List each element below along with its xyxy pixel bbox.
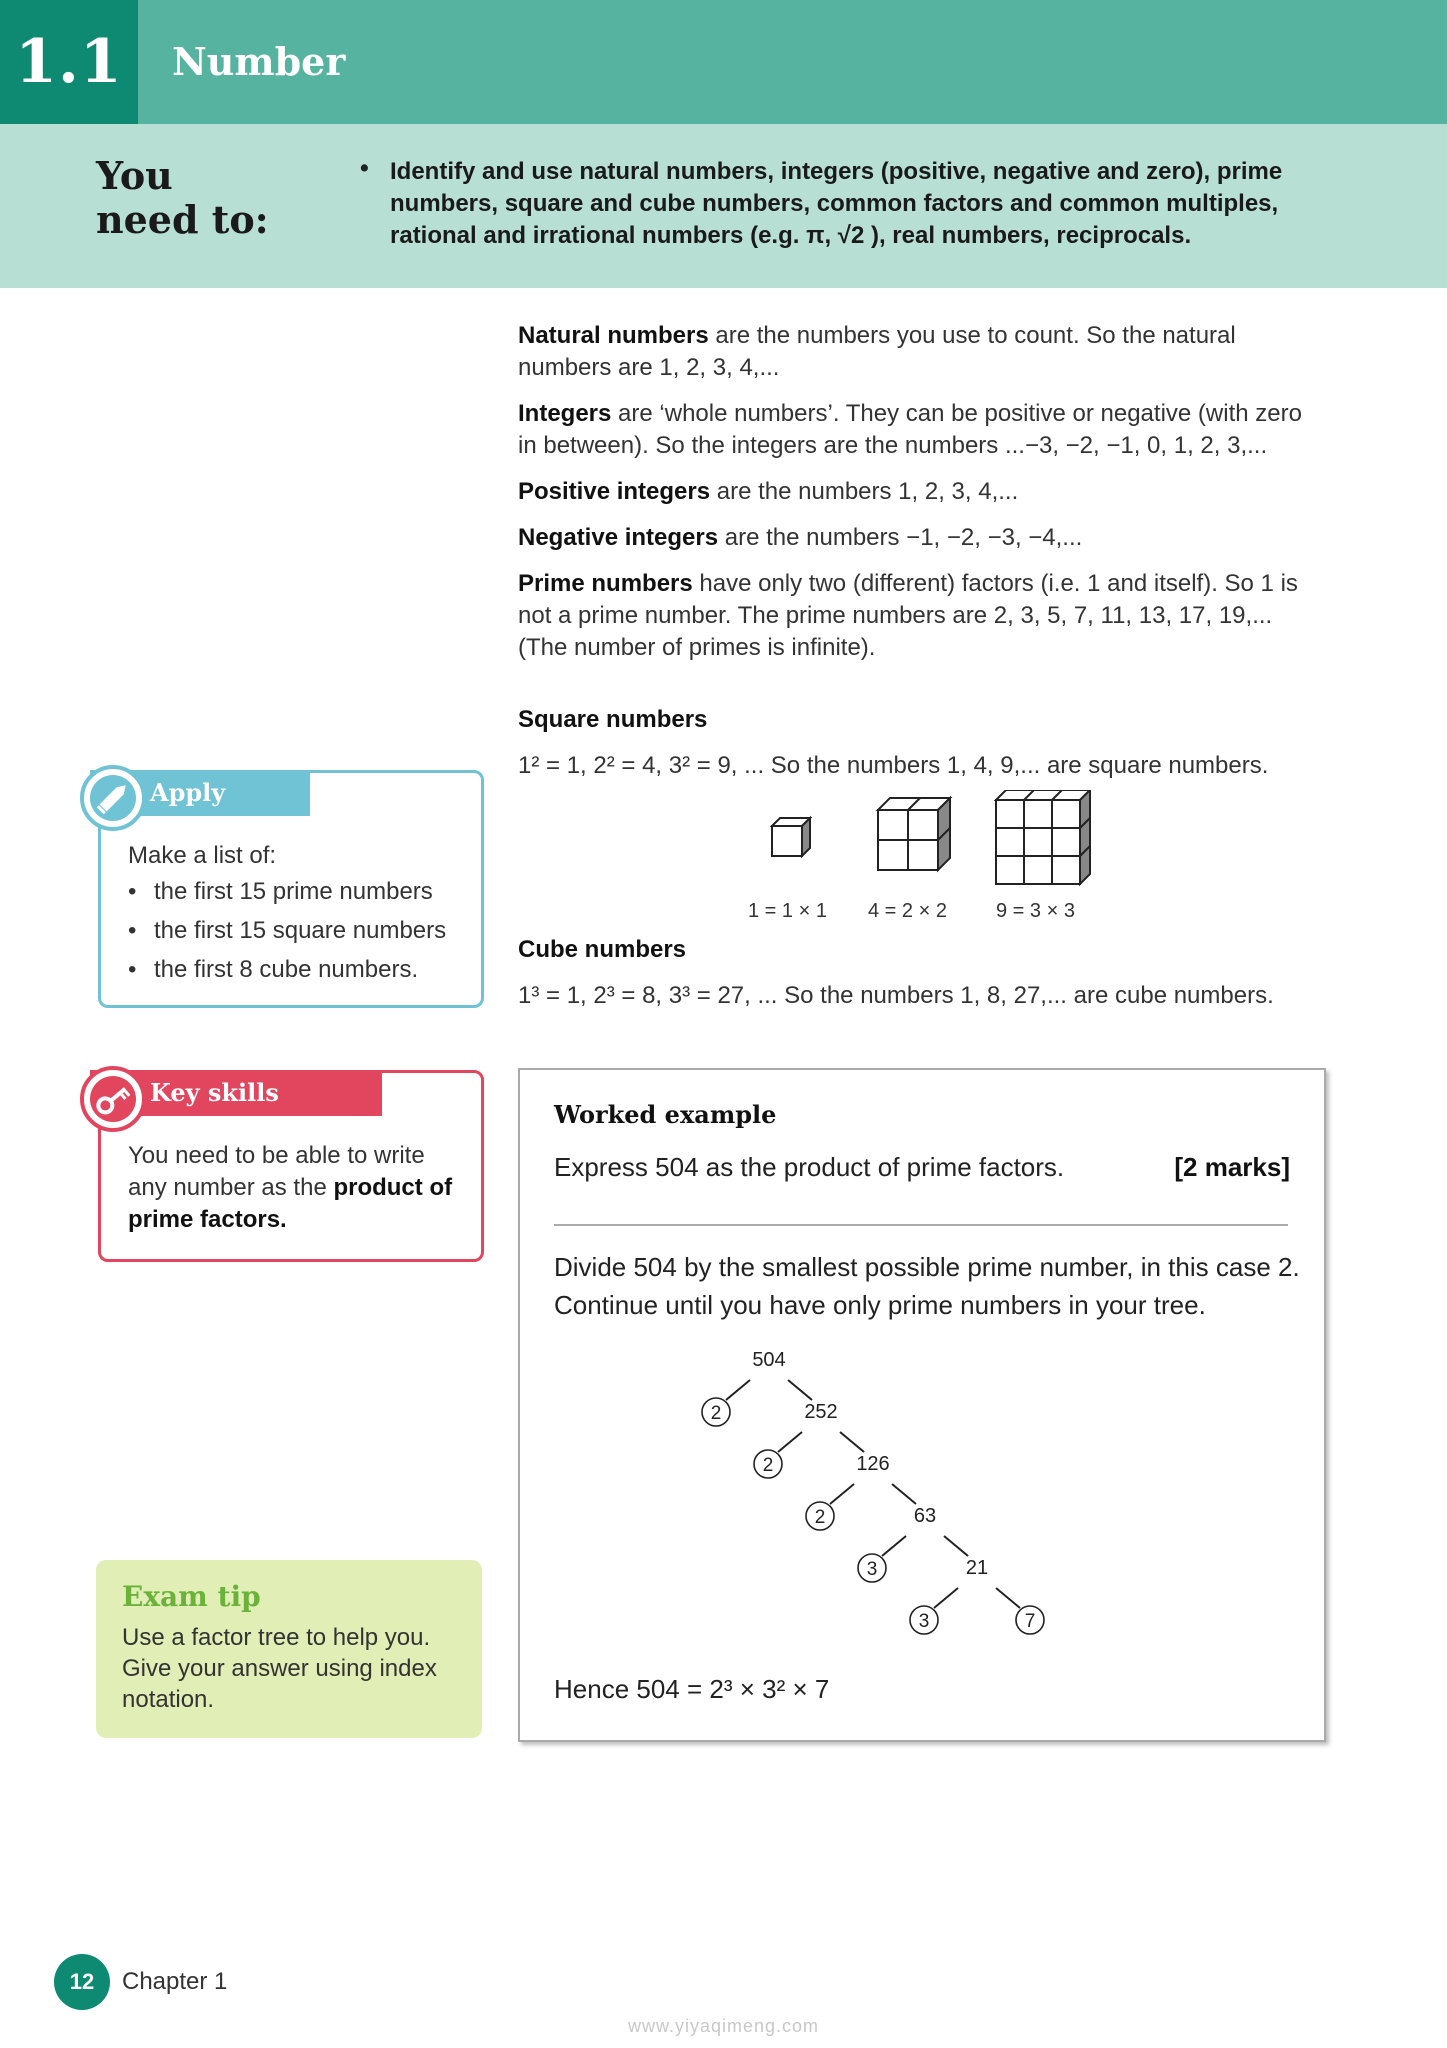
definition-integers: Integers are ‘whole numbers’. They can be positive or negative (with zero in between). So the integers are the numbers ...−3, −2, −1, 0, 1, 2, 3,... [518, 400, 1302, 459]
you-need-to-heading: You need to: [96, 153, 269, 242]
tree-prime-3a: 3 [866, 1559, 878, 1580]
square-1x1 [772, 818, 810, 856]
key-skills-tab: Key skills [90, 1070, 382, 1116]
apply-intro: Make a list of: [128, 842, 277, 869]
square-2x2 [878, 798, 950, 870]
marks-label: [2 marks] [1174, 1152, 1290, 1182]
apply-tab: Apply [90, 770, 310, 816]
definition-prime: Prime numbers have only two (different) factors (i.e. 1 and itself). So 1 is not a prime number. The prime numbers are 2, 3, 5, 7, 11, 13, 17, 19,... (The number of primes is infinite). [518, 570, 1298, 661]
bullet-icon: • [360, 154, 369, 182]
square-label-3: 9 = 3 × 3 [996, 900, 1075, 922]
key-skills-text: You need to be able to write any number as the product of prime factors. [128, 1142, 453, 1233]
cube-numbers-line: 1³ = 1, 2³ = 8, 3³ = 27, ... So the numbers 1, 8, 27,... are cube numbers. [518, 982, 1274, 1009]
apply-list [128, 872, 446, 989]
tree-composite-126: 126 [856, 1453, 890, 1475]
tree-prime-3b: 3 [918, 1611, 930, 1632]
chapter-label: Chapter 1 [122, 1968, 228, 1995]
definition-positive: Positive integers are the numbers 1, 2, 3, 4,... [518, 478, 1019, 505]
worked-example-box [518, 1068, 1326, 1742]
worked-example-question: Express 504 as the product of prime factors. [554, 1152, 1065, 1182]
square-3x3 [996, 790, 1090, 884]
key-icon [84, 1070, 142, 1128]
worked-example-answer: Hence 504 = 2³ × 3² × 7 [554, 1674, 830, 1704]
definition-natural: Natural numbers are the numbers you use to count. So the natural numbers are 1, 2, 3, 4,... [518, 322, 1236, 381]
square-label-2: 4 = 2 × 2 [868, 900, 947, 922]
list-item: • the first 15 prime numbers [128, 872, 446, 911]
worked-example-instructions: Divide 504 by the smallest possible prime number, in this case 2. Continue until you have only prime numbers in your tree. [554, 1252, 1300, 1320]
cube-numbers-heading: Cube numbers [518, 936, 687, 963]
header-bar [0, 0, 1447, 124]
section-number: 1.1 [0, 0, 138, 124]
apply-badge [80, 765, 146, 831]
objective-text: Identify and use natural numbers, integers (positive, negative and zero), prime numbers, square and cube numbers, common factors and common multiples, rational and irrational numbers (e.g. π, √2 ), real numbers, reciprocals. [390, 158, 1283, 249]
tree-composite-21: 21 [965, 1557, 989, 1579]
list-item: • the first 8 cube numbers. [128, 950, 446, 989]
exam-tip-box [96, 1560, 482, 1738]
watermark: www.yiyaqimeng.com [627, 2016, 820, 2036]
page-number: 12 [54, 1954, 110, 2010]
divider [554, 1224, 1288, 1226]
worked-example-title: Worked example [554, 1100, 777, 1129]
tree-prime-2b: 2 [762, 1455, 774, 1476]
factor-tree [680, 1338, 1120, 1668]
square-numbers-heading: Square numbers [518, 706, 708, 733]
square-numbers-line: 1² = 1, 2² = 4, 3² = 9, ... So the numbers 1, 4, 9,... are square numbers. [518, 752, 1269, 779]
tree-prime-2c: 2 [814, 1507, 826, 1528]
tree-composite-252: 252 [804, 1401, 838, 1423]
list-item: • the first 15 square numbers [128, 911, 446, 950]
tree-composite-63: 63 [913, 1505, 937, 1527]
tree-prime-2a: 2 [710, 1403, 722, 1424]
key-skills-badge [80, 1066, 146, 1132]
you-need-to-band [0, 124, 1447, 288]
section-title: Number [172, 39, 346, 84]
definition-negative: Negative integers are the numbers −1, −2, −3, −4,... [518, 524, 1083, 551]
exam-tip-text: Use a factor tree to help you. Give your answer using index notation. [122, 1624, 437, 1713]
exam-tip-title: Exam tip [122, 1580, 261, 1613]
square-label-1: 1 = 1 × 1 [748, 900, 827, 922]
tree-prime-7: 7 [1024, 1611, 1036, 1632]
pencil-icon [84, 769, 142, 827]
tree-composite-504: 504 [752, 1349, 786, 1371]
